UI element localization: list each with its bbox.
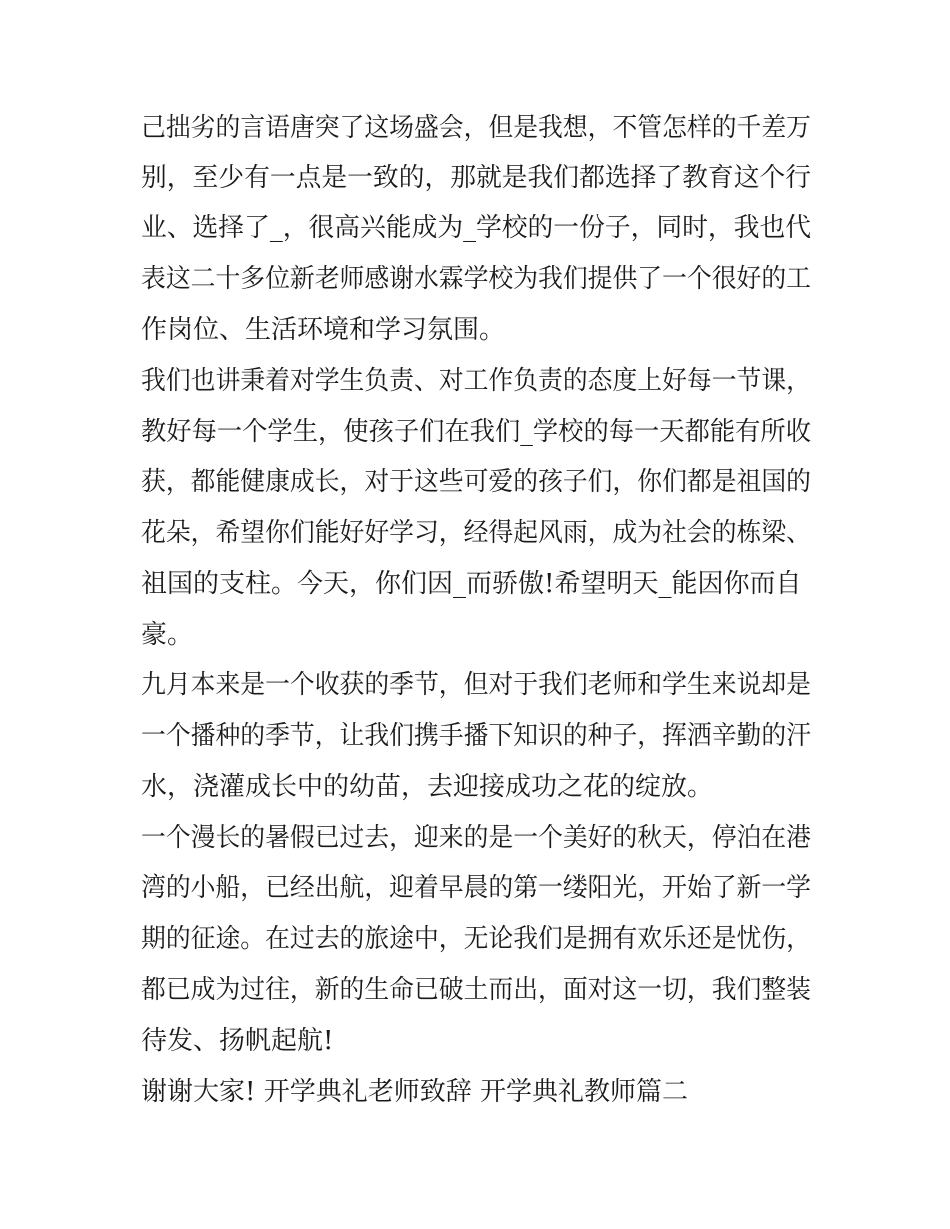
text-line: 一个播种的季节，让我们携手播下知识的种子，挥洒辛勤的汗 [141,721,812,751]
text-line: 表这二十多位新老师感谢水霖学校为我们提供了一个很好的工 [141,264,812,294]
text-line: 待发、扬帆起航! [141,1026,334,1056]
text-line: 一个漫长的暑假已过去，迎来的是一个美好的秋天，停泊在港 [141,823,812,853]
text-line: 都已成为过往，新的生命已破土而出，面对这一切，我们整装 [141,975,812,1005]
text-line: 作岗位、生活环境和学习氛围。 [141,315,506,345]
text-line: 祖国的支柱。今天，你们因_而骄傲!希望明天_能因你而自 [141,569,802,599]
text-line: 我们也讲秉着对学生负责、对工作负责的态度上好每一节课， [141,366,812,396]
text-line: 获，都能健康成长，对于这些可爱的孩子们，你们都是祖国的 [141,467,812,497]
text-line: 花朵，希望你们能好好学习，经得起风雨，成为社会的栋梁、 [141,518,812,548]
text-line: 九月本来是一个收获的季节，但对于我们老师和学生来说却是 [141,670,812,700]
text-line: 湾的小船，已经出航，迎着早晨的第一缕阳光，开始了新一学 [141,873,812,903]
text-line: 期的征途。在过去的旅途中，无论我们是拥有欢乐还是忧伤， [141,924,812,954]
text-line: 水，浇灌成长中的幼苗，去迎接成功之花的绽放。 [141,772,714,802]
text-line: 别，至少有一点是一致的，那就是我们都选择了教育这个行 [141,163,812,193]
text-line: 教好每一个学生，使孩子们在我们_学校的每一天都能有所收 [141,417,812,447]
text-line: 豪。 [141,620,194,650]
text-line: 己拙劣的言语唐突了这场盛会，但是我想，不管怎样的千差万 [141,113,812,143]
text-line: 业、选择了_，很高兴能成为_学校的一份子，同时，我也代 [141,213,812,243]
text-line: 谢谢大家! 开学典礼老师致辞 开学典礼教师篇二 [141,1077,688,1107]
